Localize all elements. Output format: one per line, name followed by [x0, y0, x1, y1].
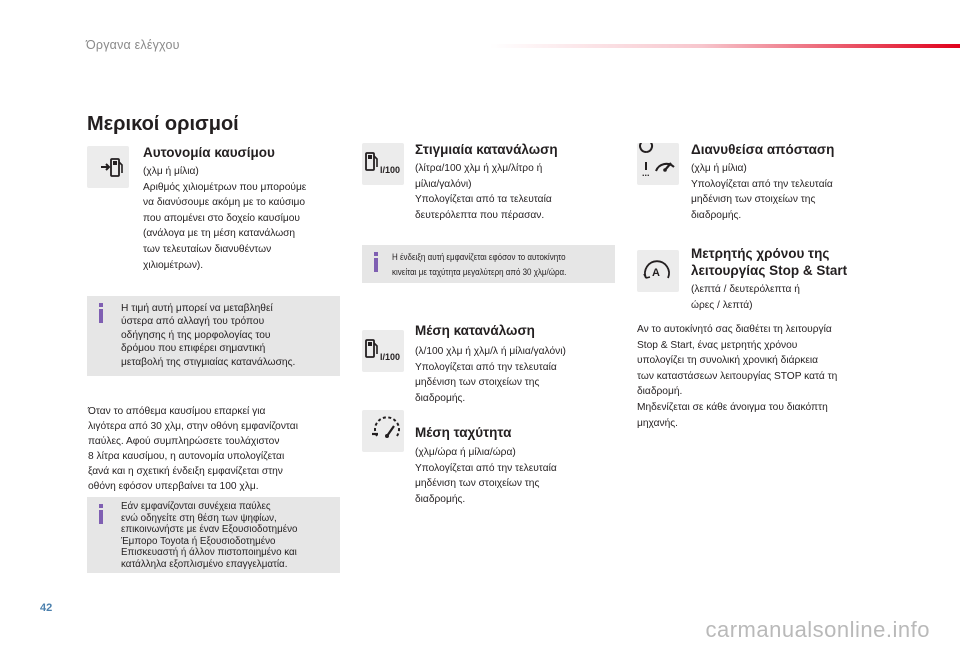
stop-start-description	[637, 322, 837, 431]
stop-start-line: διαδρομή.	[637, 386, 683, 398]
range-title: Αυτονομία καυσίμου	[143, 145, 275, 160]
note-line: Έμπορο Toyota ή Εξουσιοδοτημένο	[121, 535, 276, 547]
note-line: Η ένδειξη αυτή εμφανίζεται εφόσον το αυτοκίνητο	[392, 252, 566, 262]
range-description	[143, 164, 306, 273]
note-line: Επισκευαστή ή άλλον πιστοποιημένο και	[121, 547, 297, 559]
average-speed-icon	[362, 410, 404, 452]
section-title: Μερικοί ορισμοί	[87, 113, 239, 135]
distance-title: Διανυθείσα απόσταση	[691, 142, 835, 157]
header-accent-bar	[490, 44, 960, 48]
info-icon	[99, 504, 103, 508]
instant-line: μίλια/γαλόνι)	[415, 178, 472, 190]
stop-start-icon	[637, 250, 679, 292]
distance-line: διαδρομής.	[691, 209, 742, 221]
range-unit: (χλμ ή μίλια)	[143, 166, 199, 177]
average-consumption-line: διαδρομής.	[415, 392, 466, 404]
fuel-range-icon	[87, 146, 129, 188]
header-title: Όργανα ελέγχου	[86, 38, 180, 52]
range-line: χιλιομέτρων).	[143, 259, 204, 271]
page-number: 42	[40, 602, 53, 614]
info-icon	[374, 252, 378, 256]
low-range-line: 8 λίτρα καυσίμου, η αυτονομία υπολογίζεται	[88, 450, 285, 462]
average-speed-description	[415, 445, 557, 507]
note-line: κατάλληλα εξοπλισμένο επαγγελματία.	[121, 558, 288, 570]
instant-line: (λίτρα/100 χλμ ή χλμ/λίτρο ή	[415, 163, 543, 174]
note-line: ύστερα από αλλαγή του τρόπου	[121, 316, 265, 328]
stop-start-title-line: λειτουργίας Stop & Start	[691, 263, 848, 278]
distance-line: μηδένιση των στοιχείων της	[691, 194, 816, 206]
low-range-line: παύλες. Αφού συμπληρώσετε τουλάχιστον	[88, 435, 280, 447]
stop-start-unit	[691, 282, 800, 313]
watermark: carmanualsonline.info	[705, 617, 930, 642]
instant-line: Υπολογίζεται από τα τελευταία	[415, 194, 552, 206]
stop-start-title	[691, 245, 847, 279]
average-speed-line: Υπολογίζεται από την τελευταία	[415, 462, 557, 474]
distance-description	[691, 161, 833, 223]
low-range-line: οθόνη εφόσον υπερβαίνει τα 100 χλμ.	[88, 480, 259, 492]
average-speed-line: διαδρομής.	[415, 493, 466, 505]
average-consumption-line: Υπολογίζεται από την τελευταία	[415, 361, 557, 373]
low-range-line: λιγότερα από 30 χλμ, στην οθόνη εμφανίζονται	[88, 420, 298, 432]
average-consumption-title: Μέση κατανάλωση	[415, 323, 535, 338]
range-info-note	[87, 296, 340, 376]
range-line: να διανύσουμε ακόμη με το καύσιμο	[143, 197, 306, 209]
info-icon	[99, 303, 103, 307]
note-line: ενώ οδηγείτε στη θέση των ψηφίων,	[121, 512, 277, 524]
stop-start-line: μηχανής.	[637, 417, 678, 429]
average-consumption-icon-label: l/100	[380, 352, 401, 362]
note-line: κινείται με ταχύτητα μεγαλύτερη από 30 χλμ/ώρα.	[392, 267, 567, 277]
note-line: μεταβολή της στιγμιαίας κατανάλωσης.	[121, 356, 296, 368]
low-range-line: ξανά και η σχετική ένδειξη εμφανίζεται στην	[88, 465, 283, 477]
range-line: Αριθμός χιλιομέτρων που μπορούμε	[143, 181, 307, 193]
average-consumption-icon	[362, 330, 404, 372]
instant-icon-label: l/100	[380, 165, 401, 175]
instant-line: δευτερόλεπτα που πέρασαν.	[415, 209, 545, 221]
distance-line: (χλμ ή μίλια)	[691, 163, 747, 174]
range-line: (ανάλογα με τη μέση κατανάλωση	[143, 228, 296, 240]
average-speed-line: μηδένιση των στοιχείων της	[415, 478, 540, 490]
average-consumption-line: μηδένιση των στοιχείων της	[415, 377, 540, 389]
instant-consumption-icon	[362, 143, 404, 185]
note-line: επικοινωνήστε με έναν Εξουσιοδοτημένο	[121, 524, 298, 536]
range-line: των τελευταίων διανυθέντων	[143, 243, 272, 255]
average-speed-title: Μέση ταχύτητα	[415, 425, 512, 440]
distance-line: Υπολογίζεται από την τελευταία	[691, 178, 833, 190]
low-range-line: Όταν το απόθεμα καυσίμου επαρκεί για	[88, 406, 266, 417]
info-icon-bar	[374, 258, 378, 272]
instant-description	[415, 161, 552, 223]
note-line: δρόμου που επιφέρει σημαντική	[121, 343, 266, 355]
note-line: οδήγησης ή της μορφολογίας του	[121, 329, 271, 341]
stop-start-unit-line: ώρες / λεπτά)	[691, 299, 753, 311]
stop-start-line: Μηδενίζεται σε κάθε άνοιγμα του διακόπτη	[637, 401, 828, 413]
range-line: που απομένει στο δοχείο καυσίμου	[143, 212, 300, 224]
stop-start-title-line: Μετρητής χρόνου της	[691, 246, 830, 261]
stop-start-icon-label: A	[652, 267, 660, 279]
stop-start-line: Αν το αυτοκίνητό σας διαθέτει τη λειτουργία	[637, 324, 832, 335]
note-line: Η τιμή αυτή μπορεί να μεταβληθεί	[121, 303, 273, 314]
stop-start-unit-line: (λεπτά / δευτερόλεπτα ή	[691, 284, 800, 295]
average-consumption-line: (λ/100 χλμ ή χλμ/λ ή μίλια/γαλόνι)	[415, 346, 566, 357]
info-icon-bar	[99, 309, 103, 323]
average-consumption-description	[415, 344, 566, 406]
stop-start-line: υπολογίζει τη συνολική χρονική διάρκεια	[637, 355, 819, 367]
dashes-info-note	[87, 497, 340, 573]
instant-info-note	[362, 245, 615, 283]
stop-start-line: Stop & Start, ένας μετρητής χρόνου	[637, 339, 798, 351]
distance-icon	[637, 143, 679, 185]
instant-title: Στιγμιαία κατανάλωση	[415, 142, 558, 157]
stop-start-line: των καταστάσεων λειτουργίας STOP κατά τη	[637, 370, 838, 382]
svg-text:...: ...	[642, 168, 650, 178]
average-speed-line: (χλμ/ώρα ή μίλια/ώρα)	[415, 447, 516, 458]
info-icon-bar	[99, 510, 103, 524]
note-line: Εάν εμφανίζονται συνέχεια παύλες	[121, 501, 271, 512]
low-range-description	[88, 405, 298, 494]
